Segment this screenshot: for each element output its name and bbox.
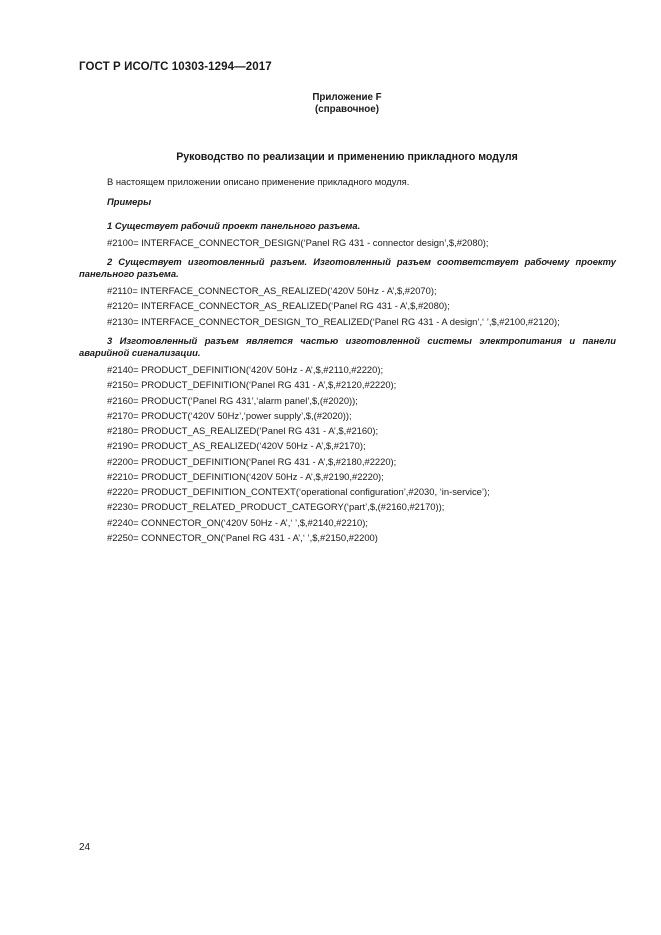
code-line: #2140= PRODUCT_DEFINITION(‘420V 50Hz - A’,$,#2110,#2220); — [107, 364, 384, 375]
code-line: #2170= PRODUCT(‘420V 50Hz’,‘power supply’,$,(#2020)); — [107, 410, 352, 421]
page-number: 24 — [79, 842, 91, 853]
code-line: #2160= PRODUCT(‘Panel RG 431’,‘alarm panel’,$,(#2020)); — [107, 395, 358, 406]
code-line: #2180= PRODUCT_AS_REALIZED(‘Panel RG 431 - A’,$,#2160); — [107, 425, 379, 436]
code-line: #2220= PRODUCT_DEFINITION_CONTEXT(‘operational configuration’,#2030, ‘in-service’); — [107, 486, 490, 497]
example-1-heading: 1 Существует рабочий проект панельного разъема. — [107, 220, 361, 231]
code-line: #2110= INTERFACE_CONNECTOR_AS_REALIZED(‘420V 50Hz - A’,$,#2070); — [107, 285, 437, 296]
section-title: Руководство по реализации и применению прикладного модуля — [176, 151, 518, 163]
code-line: #2190= PRODUCT_AS_REALIZED(‘420V 50Hz - A’,$,#2170); — [107, 440, 366, 451]
example-2-heading: 2 Существует изготовленный разъем. Изготовленный разъем соответствует рабочему проекту панельного разъема. — [79, 256, 616, 279]
code-line: #2150= PRODUCT_DEFINITION(‘Panel RG 431 - A’,$,#2120,#2220); — [107, 379, 397, 390]
appendix-subtitle: (справочное) — [315, 104, 379, 115]
examples-heading: Примеры — [107, 196, 152, 207]
appendix-title: Приложение F — [312, 92, 382, 103]
code-line: #2120= INTERFACE_CONNECTOR_AS_REALIZED(‘Panel RG 431 - A’,$,#2080); — [107, 300, 450, 311]
code-line: #2230= PRODUCT_RELATED_PRODUCT_CATEGORY(‘part’,$,(#2160,#2170)); — [107, 501, 445, 512]
document-code-header: ГОСТ Р ИСО/ТС 10303-1294—2017 — [79, 61, 272, 73]
code-line: #2200= PRODUCT_DEFINITION(‘Panel RG 431 - A’,$,#2180,#2220); — [107, 456, 397, 467]
example-3-heading: 3 Изготовленный разъем является частью изготовленной системы электропитания и панели аварийной сигнализации. — [79, 335, 616, 358]
code-line: #2210= PRODUCT_DEFINITION(‘420V 50Hz - A’,$,#2190,#2220); — [107, 471, 384, 482]
intro-paragraph: В настоящем приложении описано применение прикладного модуля. — [107, 176, 410, 187]
code-line: #2250= CONNECTOR_ON(‘Panel RG 431 - A’,‘ ’,$,#2150,#2200) — [107, 532, 378, 543]
code-line: #2100= INTERFACE_CONNECTOR_DESIGN(‘Panel RG 431 - connector design’,$,#2080); — [107, 237, 489, 248]
code-line: #2240= CONNECTOR_ON(‘420V 50Hz - A’,‘ ’,$,#2140,#2210); — [107, 517, 368, 528]
code-line: #2130= INTERFACE_CONNECTOR_DESIGN_TO_REALIZED(‘Panel RG 431 - A design’,‘ ’,$,#2100,#2120); — [107, 316, 560, 327]
